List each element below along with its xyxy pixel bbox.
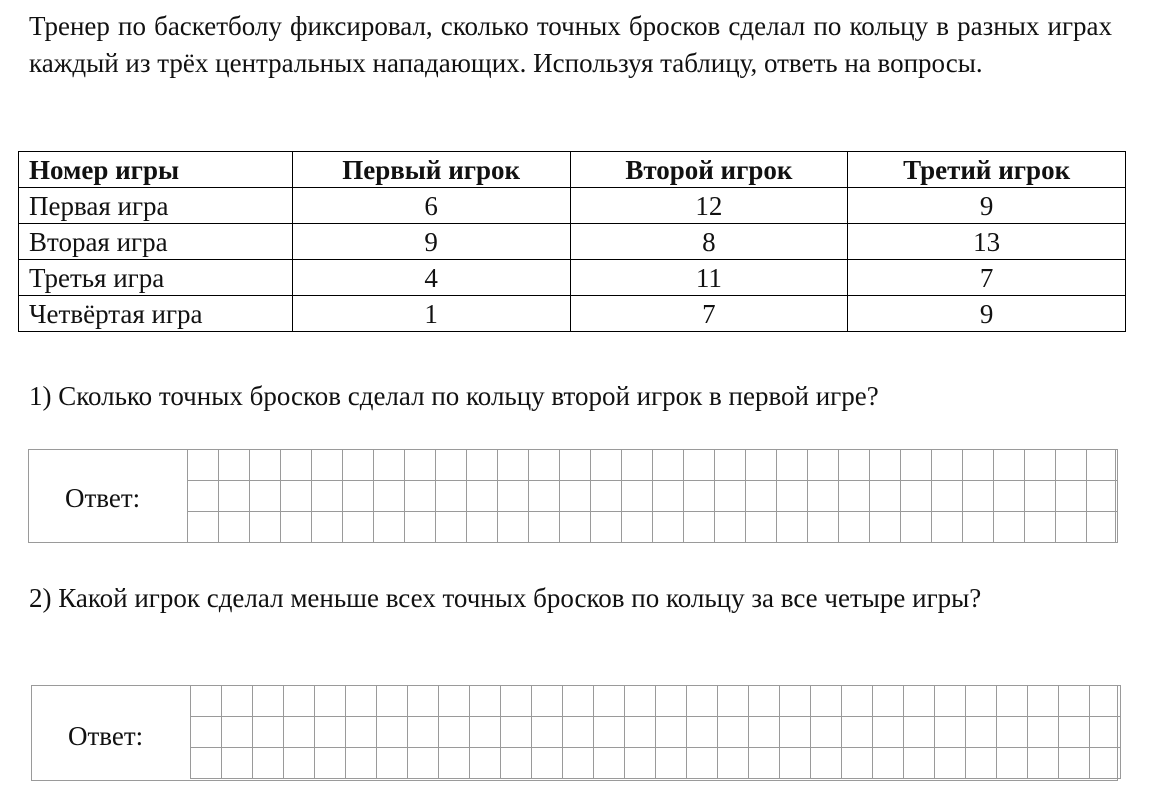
answer-cell[interactable] (715, 512, 746, 543)
answer-cell[interactable] (622, 512, 653, 543)
table-cell: 6 (292, 188, 570, 224)
answer-cell[interactable] (563, 717, 594, 748)
header-game-number: Номер игры (19, 152, 293, 188)
answer-cell[interactable] (222, 748, 253, 779)
answer-cell[interactable] (811, 748, 842, 779)
answer-cell[interactable] (653, 450, 684, 481)
answer-cell[interactable] (594, 686, 625, 717)
answer-cell[interactable] (808, 512, 839, 543)
answer-cell[interactable] (470, 717, 501, 748)
answer-cell[interactable] (284, 686, 315, 717)
answer-cell[interactable] (405, 481, 436, 512)
answer-cell[interactable] (653, 481, 684, 512)
answer-cell[interactable] (1087, 512, 1118, 543)
answer-cell[interactable] (935, 717, 966, 748)
table-row (19, 188, 1126, 224)
answer-cell[interactable] (777, 481, 808, 512)
answer-cell[interactable] (715, 450, 746, 481)
answer-cell[interactable] (622, 450, 653, 481)
answer-cell[interactable] (312, 512, 343, 543)
answer-cell[interactable] (219, 512, 250, 543)
answer-cell[interactable] (439, 686, 470, 717)
header-player-1: Первый игрок (292, 152, 570, 188)
table-header-row (19, 152, 1126, 188)
answer-cell[interactable] (687, 686, 718, 717)
table-cell: 8 (570, 224, 848, 260)
answer-cell[interactable] (932, 512, 963, 543)
answer-cell[interactable] (405, 450, 436, 481)
answer-cell[interactable] (501, 748, 532, 779)
answer-cell[interactable] (405, 512, 436, 543)
answer-cell[interactable] (439, 717, 470, 748)
table-cell: 1 (292, 296, 570, 332)
answer-cell[interactable] (715, 481, 746, 512)
answer-cell[interactable] (1028, 686, 1059, 717)
answer-cell[interactable] (498, 481, 529, 512)
table-cell: 4 (292, 260, 570, 296)
answer-cell[interactable] (191, 748, 222, 779)
answer-cell[interactable] (281, 481, 312, 512)
answer-cell[interactable] (188, 512, 219, 543)
answer-cell[interactable] (284, 717, 315, 748)
answer-cell[interactable] (994, 450, 1025, 481)
row-label: Вторая игра (19, 224, 293, 260)
answer-cell[interactable] (746, 481, 777, 512)
answer-cell[interactable] (811, 686, 842, 717)
answer-cell[interactable] (532, 717, 563, 748)
answer-cell[interactable] (687, 748, 718, 779)
answer-cell[interactable] (1056, 481, 1087, 512)
answer-cell[interactable] (780, 748, 811, 779)
answer-cell[interactable] (746, 512, 777, 543)
answer-cell[interactable] (684, 512, 715, 543)
answer-cell[interactable] (808, 481, 839, 512)
answer-cell[interactable] (436, 512, 467, 543)
answer-cell[interactable] (870, 481, 901, 512)
answer-label-1: Ответ: (65, 483, 141, 513)
answer-cell[interactable] (653, 512, 684, 543)
answer-cell[interactable] (315, 748, 346, 779)
answer-cell[interactable] (250, 450, 281, 481)
answer-box-2 (31, 685, 1118, 781)
answer-cell[interactable] (656, 717, 687, 748)
answer-cell[interactable] (904, 748, 935, 779)
answer-cell[interactable] (374, 481, 405, 512)
answer-cell[interactable] (312, 450, 343, 481)
answer-cell[interactable] (842, 686, 873, 717)
answer-cell[interactable] (687, 717, 718, 748)
answer-cell[interactable] (1087, 481, 1118, 512)
answer-cell[interactable] (532, 748, 563, 779)
answer-cell[interactable] (1059, 748, 1090, 779)
answer-cell[interactable] (191, 686, 222, 717)
answer-cell[interactable] (563, 748, 594, 779)
answer-cell[interactable] (529, 450, 560, 481)
answer-cell[interactable] (749, 686, 780, 717)
answer-cell[interactable] (374, 512, 405, 543)
answer-cell[interactable] (625, 748, 656, 779)
answer-label-2: Ответ: (68, 721, 144, 751)
task-intro: Тренер по баскетболу фиксировал, сколько точных бросков сделал по кольцу в разных играх каждый из трёх центральных нападающих. Используя таблицу, ответь на вопросы. (29, 11, 1112, 78)
answer-cell[interactable] (408, 686, 439, 717)
answer-cell[interactable] (718, 748, 749, 779)
answer-cell[interactable] (470, 748, 501, 779)
answer-cell[interactable] (250, 512, 281, 543)
table-cell: 12 (570, 188, 848, 224)
answer-cell[interactable] (346, 717, 377, 748)
answer-cell[interactable] (684, 450, 715, 481)
answer-cell[interactable] (346, 748, 377, 779)
answer-cell[interactable] (408, 748, 439, 779)
answer-cell[interactable] (622, 481, 653, 512)
answer-cell[interactable] (253, 686, 284, 717)
answer-cell[interactable] (501, 717, 532, 748)
answer-cell[interactable] (811, 717, 842, 748)
answer-cell[interactable] (467, 512, 498, 543)
answer-cell[interactable] (873, 717, 904, 748)
answer-cell[interactable] (594, 717, 625, 748)
answer-cell[interactable] (839, 512, 870, 543)
answer-cell[interactable] (935, 748, 966, 779)
answer-cell[interactable] (904, 686, 935, 717)
answer-cell[interactable] (966, 748, 997, 779)
answer-cell[interactable] (222, 717, 253, 748)
answer-cell[interactable] (1028, 748, 1059, 779)
answer-cell[interactable] (343, 450, 374, 481)
header-player-2: Второй игрок (570, 152, 848, 188)
answer-cell[interactable] (780, 717, 811, 748)
answer-cell[interactable] (1056, 450, 1087, 481)
answer-cell[interactable] (529, 481, 560, 512)
answer-cell[interactable] (284, 748, 315, 779)
answer-cell[interactable] (188, 481, 219, 512)
answer-cell[interactable] (718, 717, 749, 748)
answer-cell[interactable] (625, 717, 656, 748)
answer-cell[interactable] (1090, 717, 1121, 748)
answer-cell[interactable] (560, 450, 591, 481)
answer-cell[interactable] (439, 748, 470, 779)
header-player-3: Третий игрок (848, 152, 1126, 188)
answer-cell[interactable] (997, 748, 1028, 779)
answer-cell[interactable] (253, 717, 284, 748)
answer-cell[interactable] (467, 481, 498, 512)
answer-cell[interactable] (777, 450, 808, 481)
shots-table (18, 151, 1126, 332)
answer-cell[interactable] (963, 450, 994, 481)
answer-cell[interactable] (839, 481, 870, 512)
answer-cell[interactable] (870, 512, 901, 543)
answer-cell[interactable] (994, 512, 1025, 543)
answer-cell[interactable] (191, 717, 222, 748)
answer-grid-1[interactable] (187, 449, 1118, 543)
answer-cell[interactable] (842, 717, 873, 748)
answer-cell[interactable] (1090, 686, 1121, 717)
answer-cell[interactable] (501, 686, 532, 717)
answer-cell[interactable] (746, 450, 777, 481)
answer-cell[interactable] (529, 512, 560, 543)
answer-cell[interactable] (997, 717, 1028, 748)
answer-cell[interactable] (780, 686, 811, 717)
answer-cell[interactable] (932, 450, 963, 481)
table-cell: 9 (848, 296, 1126, 332)
table-cell: 11 (570, 260, 848, 296)
answer-cell[interactable] (808, 450, 839, 481)
row-label: Четвёртая игра (19, 296, 293, 332)
answer-cell[interactable] (436, 450, 467, 481)
answer-cell[interactable] (777, 512, 808, 543)
answer-cell[interactable] (315, 717, 346, 748)
answer-cell[interactable] (498, 450, 529, 481)
answer-cell[interactable] (935, 686, 966, 717)
answer-cell[interactable] (1056, 512, 1087, 543)
answer-cell[interactable] (315, 686, 346, 717)
answer-cell[interactable] (219, 450, 250, 481)
table-row (19, 224, 1126, 260)
answer-cell[interactable] (1090, 748, 1121, 779)
answer-cell[interactable] (253, 748, 284, 779)
answer-cell[interactable] (1059, 686, 1090, 717)
answer-cell[interactable] (901, 512, 932, 543)
answer-cell[interactable] (966, 717, 997, 748)
answer-cell[interactable] (904, 717, 935, 748)
answer-cell[interactable] (560, 481, 591, 512)
answer-cell[interactable] (563, 686, 594, 717)
answer-cell[interactable] (436, 481, 467, 512)
answer-cell[interactable] (188, 450, 219, 481)
table-cell: 7 (848, 260, 1126, 296)
answer-cell[interactable] (997, 686, 1028, 717)
answer-grid-2[interactable] (190, 685, 1121, 779)
answer-cell[interactable] (749, 717, 780, 748)
row-label: Первая игра (19, 188, 293, 224)
answer-cell[interactable] (219, 481, 250, 512)
answer-cell[interactable] (594, 748, 625, 779)
answer-cell[interactable] (467, 450, 498, 481)
answer-cell[interactable] (591, 450, 622, 481)
answer-cell[interactable] (377, 717, 408, 748)
question-2: 2) Какой игрок сделал меньше всех точных бросков по кольцу за все четыре игры? (29, 583, 982, 613)
row-label: Третья игра (19, 260, 293, 296)
answer-cell[interactable] (1059, 717, 1090, 748)
answer-cell[interactable] (656, 748, 687, 779)
answer-cell[interactable] (966, 686, 997, 717)
answer-cell[interactable] (994, 481, 1025, 512)
answer-cell[interactable] (377, 686, 408, 717)
answer-cell[interactable] (1087, 450, 1118, 481)
answer-cell[interactable] (532, 686, 563, 717)
answer-cell[interactable] (222, 686, 253, 717)
table-cell: 13 (848, 224, 1126, 260)
answer-cell[interactable] (470, 686, 501, 717)
table-cell: 7 (570, 296, 848, 332)
answer-cell[interactable] (343, 481, 374, 512)
answer-cell[interactable] (718, 686, 749, 717)
answer-cell[interactable] (591, 512, 622, 543)
answer-cell[interactable] (498, 512, 529, 543)
answer-cell[interactable] (591, 481, 622, 512)
table-row (19, 260, 1126, 296)
answer-cell[interactable] (560, 512, 591, 543)
answer-cell[interactable] (749, 748, 780, 779)
answer-cell[interactable] (281, 450, 312, 481)
answer-cell[interactable] (873, 748, 904, 779)
answer-cell[interactable] (374, 450, 405, 481)
answer-cell[interactable] (1028, 717, 1059, 748)
answer-cell[interactable] (343, 512, 374, 543)
question-1: 1) Сколько точных бросков сделал по кольцу второй игрок в первой игре? (29, 381, 879, 411)
answer-cell[interactable] (842, 748, 873, 779)
answer-cell[interactable] (963, 481, 994, 512)
answer-cell[interactable] (932, 481, 963, 512)
answer-cell[interactable] (656, 686, 687, 717)
answer-cell[interactable] (1025, 450, 1056, 481)
table-cell: 9 (292, 224, 570, 260)
answer-cell[interactable] (625, 686, 656, 717)
answer-cell[interactable] (963, 512, 994, 543)
answer-cell[interactable] (684, 481, 715, 512)
answer-cell[interactable] (870, 450, 901, 481)
answer-cell[interactable] (1025, 481, 1056, 512)
answer-cell[interactable] (901, 481, 932, 512)
answer-cell[interactable] (1025, 512, 1056, 543)
answer-cell[interactable] (377, 748, 408, 779)
answer-cell[interactable] (250, 481, 281, 512)
answer-cell[interactable] (408, 717, 439, 748)
answer-cell[interactable] (839, 450, 870, 481)
answer-cell[interactable] (281, 512, 312, 543)
answer-cell[interactable] (901, 450, 932, 481)
answer-box-1 (28, 449, 1116, 543)
answer-cell[interactable] (312, 481, 343, 512)
answer-cell[interactable] (873, 686, 904, 717)
table-cell: 9 (848, 188, 1126, 224)
answer-cell[interactable] (346, 686, 377, 717)
table-row (19, 296, 1126, 332)
